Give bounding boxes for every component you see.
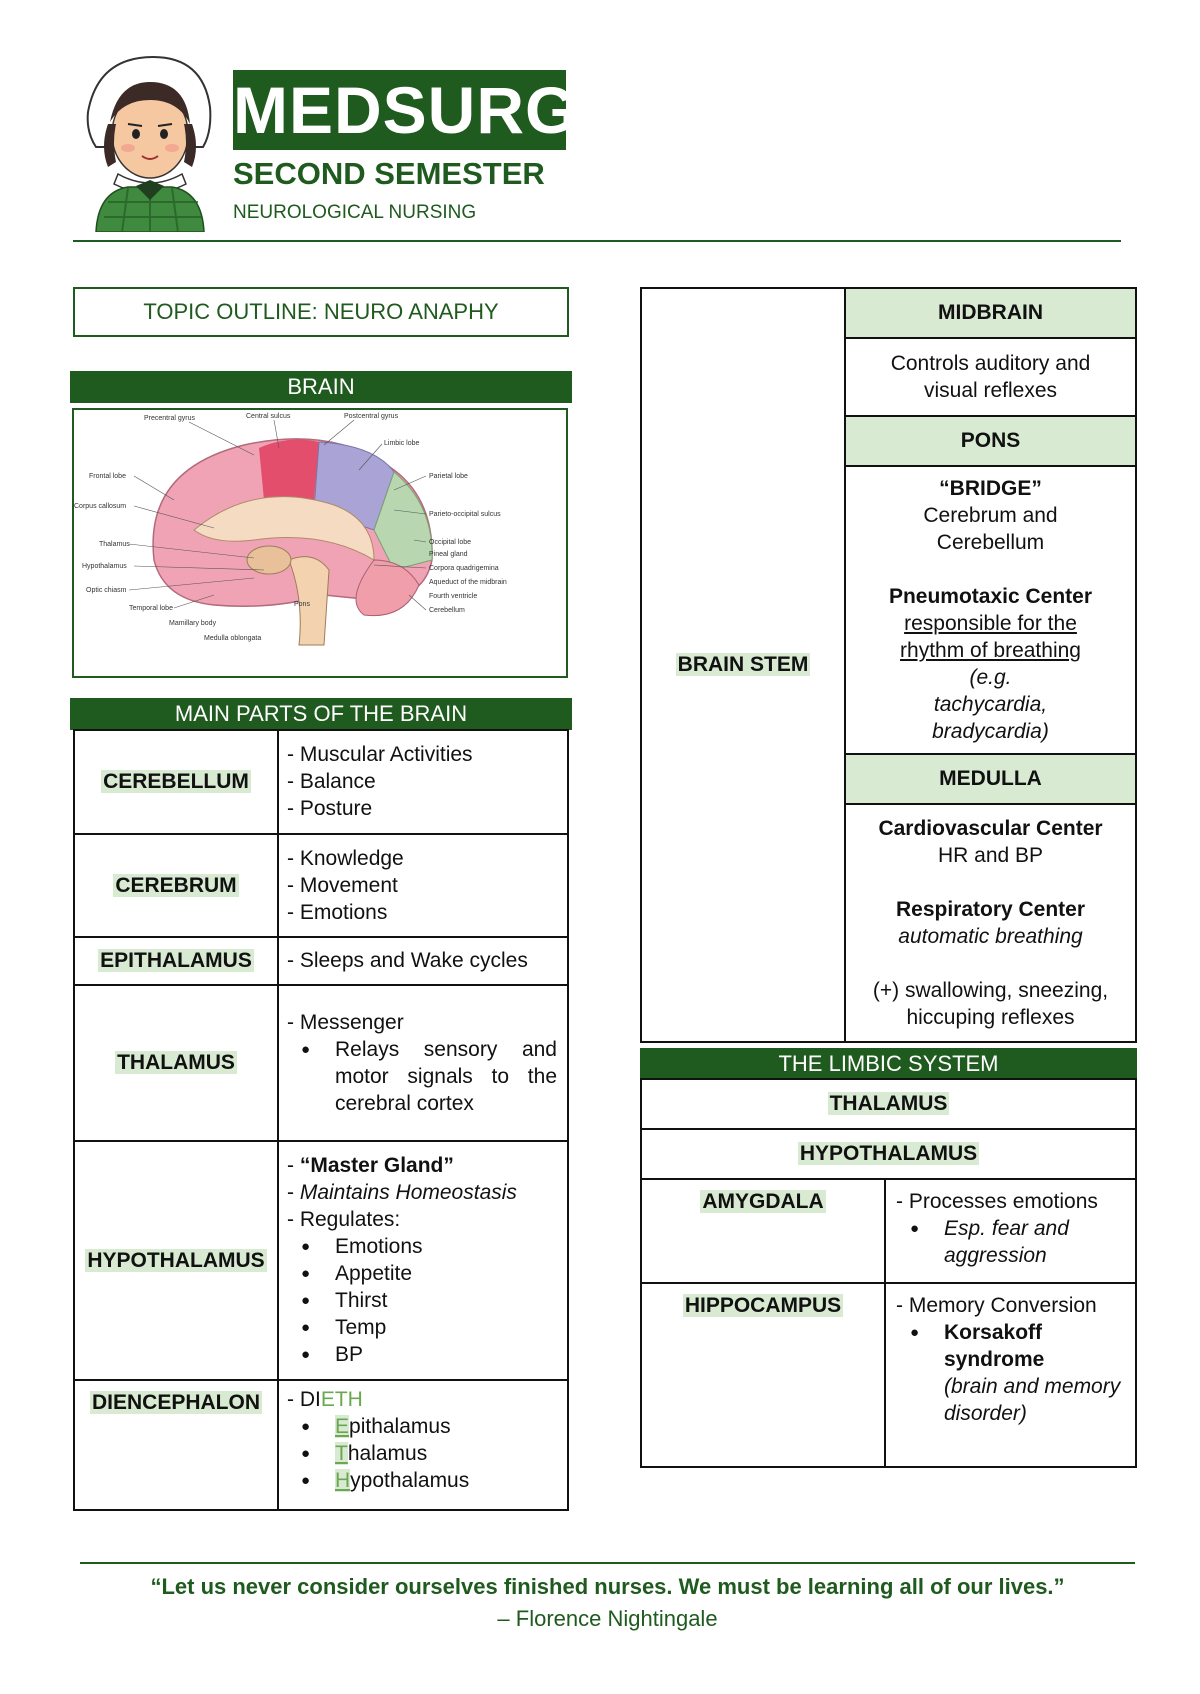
table-row [74,730,568,834]
table-cell-key [74,834,278,937]
korsakoff-desc: (brain and memory disorder) [944,1375,1121,1425]
table-cell-value [885,1283,1136,1467]
table-cell-value [278,937,568,985]
table-row [641,288,1136,338]
brain-label: Frontal lobe [89,473,126,480]
nurse-mascot-illustration [78,52,218,232]
table-cell-value [278,834,568,937]
bullet-text: halamus [347,1442,428,1465]
brain-label: Thalamus [99,541,130,548]
brain-label: Optic chiasm [86,587,127,594]
table-cell-key [641,288,845,1042]
medulla-body [845,804,1136,1042]
table-row [641,1283,1136,1467]
table-cell-key [74,1141,278,1380]
table-cell-value [885,1179,1136,1283]
part-name-cerebellum: CEREBELLUM [103,770,249,793]
brain-heading: BRAIN [70,371,572,403]
list-item: - Knowledge [287,846,404,870]
bullet-item [335,1467,557,1494]
table-row [74,937,568,985]
table-cell-key [74,937,278,985]
brain-diagram [72,408,568,678]
brain-label: Corpus callosum [74,503,127,510]
acronym-letter: H [335,1469,351,1492]
table-cell-key [641,1179,885,1283]
list-item: - Emotions [287,900,388,924]
brain-label: Parieto-occipital sulcus [429,511,501,518]
brain-label: Occipital lobe [429,539,472,546]
brain-label: Central sulcus [246,413,291,420]
header-divider [73,240,1121,242]
bullet-item: ● Esp. fear and aggression [944,1215,1127,1269]
list-item: - Posture [287,797,373,820]
table-row [74,1141,568,1380]
table-cell-key [74,985,278,1141]
pons-line: Cerebrum and [923,504,1058,527]
brain-label: Pons [294,601,310,608]
brain-label: Pineal gland [429,551,468,558]
page-title: MEDSURG [233,70,566,150]
bullet-text: pithalamus [349,1415,451,1438]
pons-example: (e.g. tachycardia, bradycardia) [932,666,1049,743]
part-name-cerebrum: CEREBRUM [115,873,237,897]
resp-desc: automatic breathing [898,925,1083,948]
bullet-item: ● Appetite [335,1260,557,1287]
part-name-diencephalon: DIENCEPHALON [91,1391,260,1414]
medulla-header: MEDULLA [845,754,1136,804]
dash: - [287,1181,300,1204]
dash: - [287,1154,300,1177]
di-prefix: - DI [287,1388,321,1411]
list-item: - Movement [287,873,398,897]
pneumotaxic-desc: responsible for the rhythm of breathing [900,612,1081,662]
pons-line: Cerebellum [936,531,1045,554]
list-item: - Balance [287,770,376,793]
bridge-text: “BRIDGE” [939,477,1042,500]
table-cell-value [278,1141,568,1380]
part-name-hypothalamus: HYPOTHALAMUS [87,1248,265,1272]
bullet-item [335,1413,557,1440]
brain-label: Precentral gyrus [144,415,195,422]
bullet-item: ● Emotions [335,1233,557,1260]
table-cell-value [278,985,568,1141]
limbic-heading: THE LIMBIC SYSTEM [640,1048,1137,1080]
homeostasis-text: Maintains Homeostasis [299,1181,517,1204]
list-item: - Memory Conversion [896,1294,1097,1317]
list-item: - Messenger [287,1010,404,1034]
midbrain-text: Controls auditory and visual reflexes [845,338,1136,416]
limbic-table [640,1078,1137,1468]
part-name-thalamus: THALAMUS [117,1051,235,1074]
subject-label: NEUROLOGICAL NURSING [233,202,477,223]
table-row [641,1079,1136,1129]
cardio-desc: HR and BP [937,844,1044,867]
list-item: - Processes emotions [896,1190,1098,1213]
limbic-amygdala: AMYGDALA [702,1190,824,1213]
brain-label: Limbic lobe [384,440,420,447]
acronym-letter: E [335,1415,350,1438]
list-item [287,1386,557,1413]
list-item: - Muscular Activities [287,743,473,766]
brain-label: Postcentral gyrus [344,413,399,420]
limbic-hypothalamus: HYPOTHALAMUS [799,1142,978,1165]
bullet-item [944,1319,1127,1427]
resp-center: Respiratory Center [895,898,1086,921]
brain-stem-label: BRAIN STEM [677,653,809,676]
bullet-item: ● Thirst [335,1287,557,1314]
limbic-hippocampus: HIPPOCAMPUS [684,1294,842,1317]
footer-quote: “Let us never consider ourselves finished nurses. We must be learning all of our lives.” [150,1574,1065,1599]
topic-outline-box [73,287,569,337]
page-subtitle: SECOND SEMESTER [233,156,545,191]
table-cell [641,1129,1136,1179]
brain-label: Hypothalamus [82,563,127,570]
footer-divider [80,1562,1135,1564]
brain-label: Corpora quadrigemina [429,565,499,572]
limbic-thalamus: THALAMUS [829,1092,948,1115]
list-item: - Sleeps and Wake cycles [287,949,528,972]
medulla-reflexes: (+) swallowing, sneezing, hiccuping reflexes [872,979,1109,1029]
topic-outline-title: TOPIC OUTLINE: NEURO ANAPHY [143,299,499,324]
brain-label: Cerebellum [429,607,465,614]
list-item [287,1179,557,1206]
midbrain-header: MIDBRAIN [845,288,1136,338]
table-cell-key [74,730,278,834]
master-gland-text: “Master Gland” [299,1154,454,1177]
table-row [74,985,568,1141]
brain-label: Mamillary body [169,620,217,627]
brain-label: Medulla oblongata [204,635,262,642]
table-row [641,1129,1136,1179]
cardio-center: Cardiovascular Center [878,817,1103,840]
brain-label: Parietal lobe [429,473,468,480]
bullet-item: ● Temp [335,1314,557,1341]
table-row [641,1179,1136,1283]
table-cell-value [278,1380,568,1510]
bullet-text: ypothalamus [350,1469,470,1492]
pons-body [845,466,1136,754]
pons-header: PONS [845,416,1136,466]
acronym-letter: T [335,1442,348,1465]
list-item: - Regulates: [287,1208,401,1231]
table-cell [641,1079,1136,1129]
brain-stem-table [640,287,1137,1043]
table-row [74,834,568,937]
footer-author: – Florence Nightingale [497,1606,718,1631]
acronym-eth: ETH [320,1388,363,1411]
brain-label: Aqueduct of the midbrain [429,579,507,586]
brain-label: Fourth ventricle [429,593,478,600]
main-parts-heading: MAIN PARTS OF THE BRAIN [70,698,572,730]
brain-label: Temporal lobe [129,605,173,612]
table-cell-key [641,1283,885,1467]
part-name-epithalamus: EPITHALAMUS [100,949,252,972]
korsakoff-text: Korsakoff syndrome [944,1321,1045,1371]
table-cell-value [278,730,568,834]
bullet-item: ● BP [335,1341,557,1368]
bullet-item [335,1440,557,1467]
table-cell-key [74,1380,278,1510]
table-row [74,1380,568,1510]
pneumotaxic-center: Pneumotaxic Center [888,585,1093,608]
bullet-item: ● Relays sensory and motor signals to the cerebral cortex [335,1036,557,1117]
list-item [287,1152,557,1179]
main-parts-table [73,729,569,1511]
